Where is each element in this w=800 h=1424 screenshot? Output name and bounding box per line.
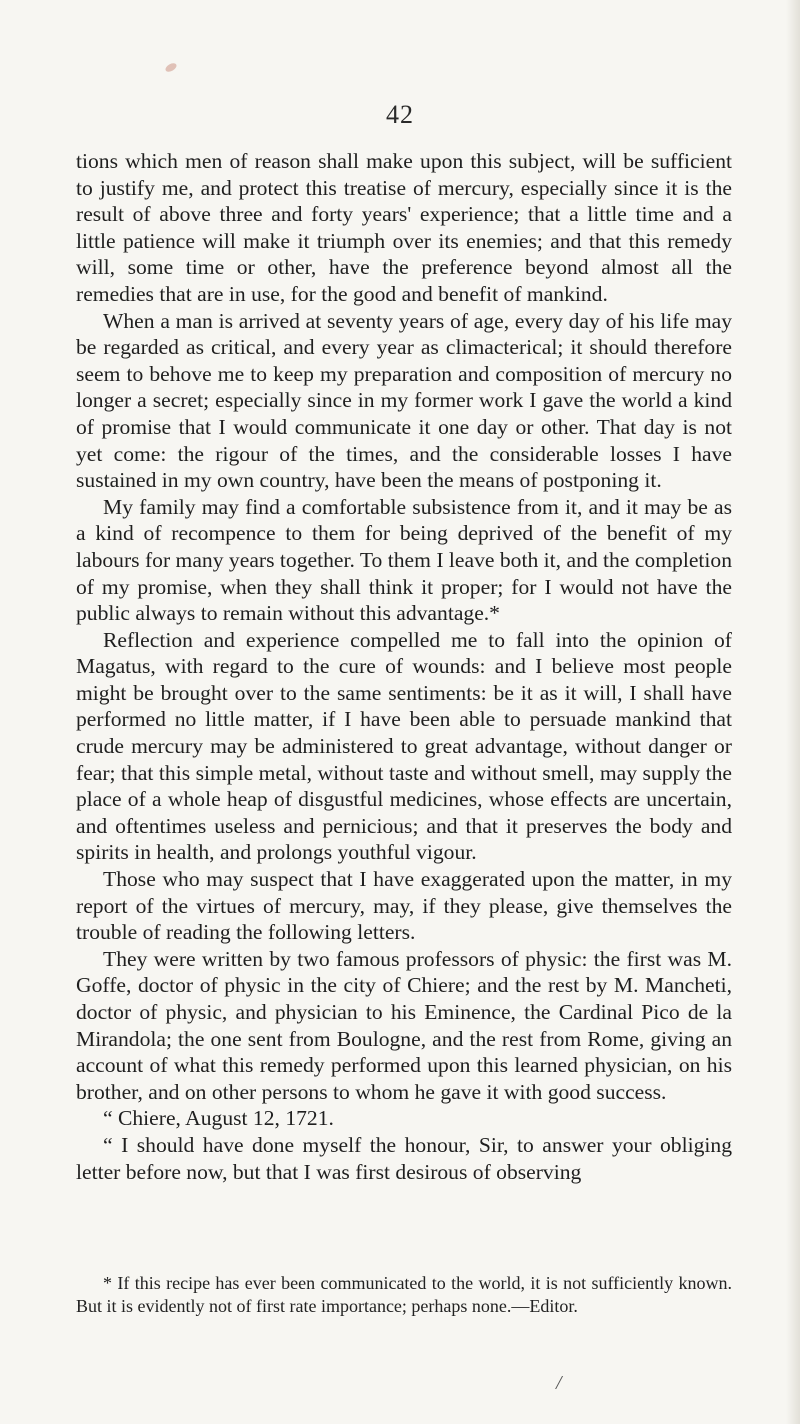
paragraph-continuation: tions which men of reason shall make upon this subject, will be sufficient to justify me, and protect this treatise of mercury, especially since it is the result of above three and forty years' experience; that a little time and a little patience will make it triumph over its enemies; and that this remedy will, some time or other, have the preference beyond almost all the remedies that are in use, for the good and benefit of mankind.	[76, 149, 732, 306]
letter-dateline: “ Chiere, August 12, 1721.	[103, 1106, 334, 1131]
page-edge-shadow	[786, 0, 800, 1424]
paragraph: My family may find a comfortable subsistence from it, and it may be as a kind of recompence to them for being deprived of the benefit of my labours for many years together. To them I leave both it, and the completion of my promise, when they shall think it proper; for I would not have the public always to remain without this advantage.*	[76, 494, 732, 626]
paragraph: Those who may suspect that I have exaggerated upon the matter, in my report of the virtues of mercury, may, if they please, give themselves the trouble of reading the following letters.	[76, 867, 732, 945]
ink-stain	[164, 61, 178, 73]
footnote: * If this recipe has ever been communicated to the world, it is not sufficiently known. But it is evidently not of first rate importance; perhaps none.—Editor.	[76, 1273, 732, 1316]
page-number: 42	[386, 100, 414, 129]
paragraph: They were written by two famous professors of physic: the first was M. Goffe, doctor of physic in the city of Chiere; and the rest by M. Mancheti, doctor of physic, and physician to his Eminence, the Cardinal Pico de la Mirandola; the one sent from Boulogne, and the rest from Rome, giving an account of what this remedy performed upon this learned physician, on his brother, and on other persons to whom he gave it with good success.	[76, 946, 732, 1104]
paragraph: Reflection and experience compelled me to fall into the opinion of Magatus, with regard to the cure of wounds: and I believe most people might be brought over to the same sentiments: be it as it will, I shall have performed no little matter, if I have been able to persuade mankind that crude mercury may be administered to great advantage, without danger or fear; that this simple metal, without taste and without smell, may supply the place of a whole heap of disgustful medicines, whose effects are uncertain, and oftentimes useless and pernicious; and that it preserves the body and spirits in health, and prolongs youthful vigour.	[76, 627, 732, 865]
letter-opening: “ I should have done myself the honour, Sir, to answer your obliging letter before now, but that I was first desirous of observing	[76, 1132, 732, 1184]
paragraph: When a man is arrived at seventy years of age, every day of his life may be regarded as critical, and every year as climacterical; it should therefore seem to behove me to keep my preparation and composition of mercury no longer a secret; especially since in my former work I gave the world a kind of promise that I would communicate it one day or other. That day is not yet come: the rigour of the times, and the considerable losses I have sustained in my own country, have been the means of postponing it.	[76, 308, 732, 493]
pencil-mark: /	[556, 1372, 562, 1394]
main-text	[76, 148, 732, 1185]
